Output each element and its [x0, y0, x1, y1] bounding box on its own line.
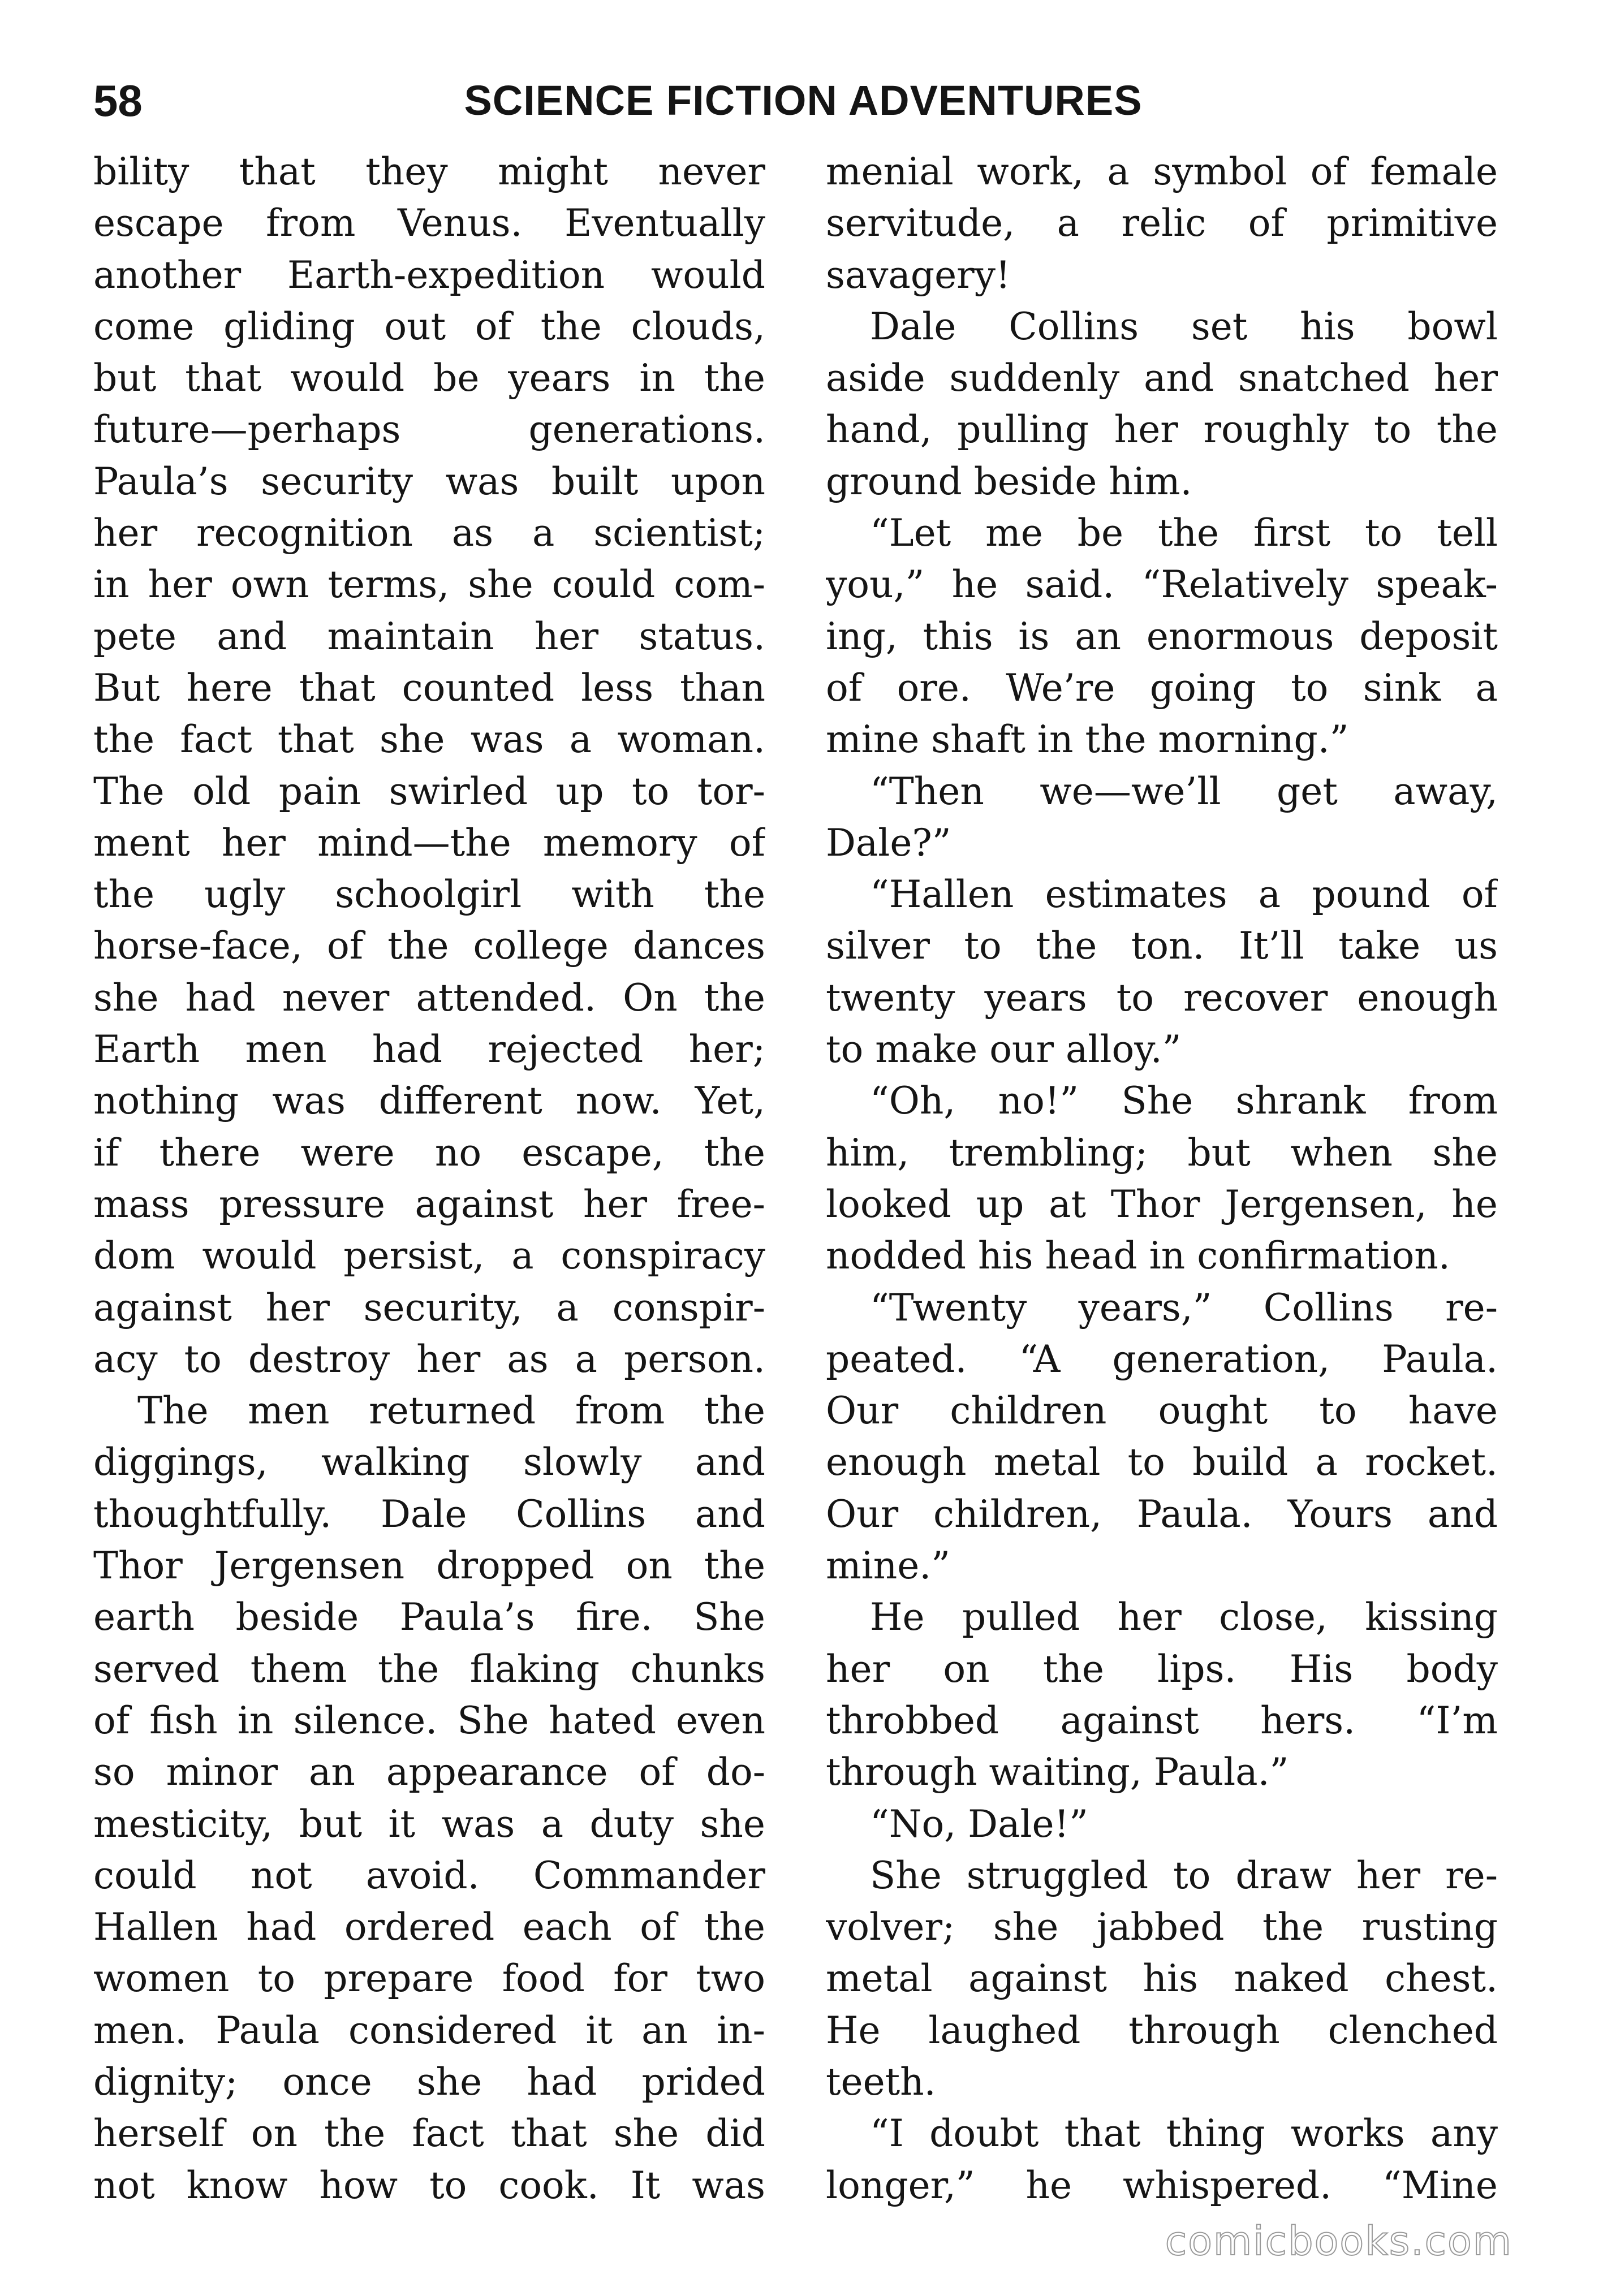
text-line: but that would be years in the	[93, 356, 765, 400]
text-line: the fact that she was a woman.	[93, 718, 765, 762]
text-line: herself on the fact that she did	[93, 2112, 765, 2156]
text-line: “Then we—we’ll get away,	[870, 769, 1498, 813]
text-line: nodded his head in confirmation.	[826, 1234, 1450, 1278]
text-line: hand, pulling her roughly to the	[826, 408, 1498, 452]
text-line: “No, Dale!”	[870, 1802, 1088, 1846]
text-line: mass pressure against her free-	[93, 1182, 765, 1226]
text-line: acy to destroy her as a person.	[93, 1337, 765, 1381]
text-line: But here that counted less than	[93, 666, 765, 710]
text-line: “I doubt that thing works any	[870, 2112, 1498, 2156]
text-line: another Earth-expedition would	[93, 253, 765, 297]
text-line: could not avoid. Commander	[93, 1853, 765, 1897]
text-line: “Oh, no!” She shrank from	[870, 1079, 1498, 1123]
text-line: nothing was different now. Yet,	[93, 1079, 765, 1123]
text-line: of fish in silence. She hated even	[93, 1698, 765, 1742]
text-line: She struggled to draw her re-	[870, 1853, 1498, 1897]
text-line: ment her mind—the memory of	[93, 821, 765, 865]
text-line: escape from Venus. Eventually	[93, 201, 765, 245]
text-line: if there were no escape, the	[93, 1130, 765, 1175]
text-line: The old pain swirled up to tor-	[93, 769, 765, 813]
text-line: Our children ought to have	[826, 1389, 1498, 1433]
text-line: longer,” he whispered. “Mine	[826, 2163, 1498, 2207]
text-line: ing, this is an enormous deposit	[826, 614, 1498, 658]
watermark: comicbooks.com	[1165, 2218, 1512, 2264]
text-line: ground beside him.	[826, 459, 1192, 503]
text-line: dignity; once she had prided	[93, 2060, 765, 2104]
text-line: come gliding out of the clouds,	[93, 304, 765, 348]
text-line: of ore. We’re going to sink a	[826, 666, 1498, 710]
text-line: thoughtfully. Dale Collins and	[93, 1492, 765, 1536]
text-line: Dale Collins set his bowl	[870, 304, 1498, 348]
text-line: Paula’s security was built upon	[93, 459, 765, 503]
text-line: The men returned from the	[137, 1389, 765, 1433]
text-line: she had never attended. On the	[93, 976, 765, 1020]
text-line: bility that they might never	[93, 150, 765, 193]
text-line: teeth.	[826, 2060, 936, 2104]
text-line: served them the flaking chunks	[93, 1647, 765, 1691]
text-line: Dale?”	[826, 821, 951, 865]
text-line: her recognition as a scientist;	[93, 511, 765, 555]
page-number: 58	[93, 76, 143, 126]
text-line: Our children, Paula. Yours and	[826, 1492, 1498, 1536]
text-line: Hallen had ordered each of the	[93, 1905, 765, 1949]
text-line: horse-face, of the college dances	[93, 924, 765, 968]
text-line: the ugly schoolgirl with the	[93, 873, 765, 917]
text-line: mesticity, but it was a duty she	[93, 1802, 765, 1846]
text-line: so minor an appearance of do-	[93, 1750, 765, 1794]
text-line: earth beside Paula’s fire. She	[93, 1595, 765, 1639]
left-column	[93, 146, 765, 2211]
text-line: enough metal to build a rocket.	[826, 1440, 1498, 1484]
text-line: He laughed through clenched	[826, 2008, 1498, 2052]
text-line: looked up at Thor Jergensen, he	[826, 1182, 1498, 1226]
text-line: him, trembling; but when she	[826, 1130, 1498, 1175]
text-line: pete and maintain her status.	[93, 614, 765, 658]
page-header	[93, 72, 1513, 135]
text-line: through waiting, Paula.”	[826, 1750, 1289, 1794]
text-line: men. Paula considered it an in-	[93, 2008, 765, 2052]
text-line: mine shaft in the morning.”	[826, 718, 1349, 762]
text-line: aside suddenly and snatched her	[826, 356, 1498, 400]
text-line: “Twenty years,” Collins re-	[870, 1285, 1498, 1330]
text-line: servitude, a relic of primitive	[826, 201, 1498, 245]
text-line: not know how to cook. It was	[93, 2163, 765, 2207]
text-line: Thor Jergensen dropped on the	[93, 1544, 765, 1588]
text-line: future—perhaps generations.	[93, 408, 765, 452]
text-line: metal against his naked chest.	[826, 1957, 1498, 2001]
text-line: throbbed against hers. “I’m	[826, 1698, 1498, 1742]
text-line: against her security, a conspir-	[93, 1285, 765, 1330]
text-line: women to prepare food for two	[93, 1957, 765, 2001]
text-line: her on the lips. His body	[826, 1647, 1498, 1691]
text-line: menial work, a symbol of female	[826, 150, 1498, 193]
text-line: to make our alloy.”	[826, 1028, 1182, 1072]
text-line: silver to the ton. It’ll take us	[826, 924, 1498, 968]
text-line: twenty years to recover enough	[826, 976, 1498, 1020]
text-line: peated. “A generation, Paula.	[826, 1337, 1498, 1381]
right-column	[826, 146, 1498, 2211]
text-line: dom would persist, a conspiracy	[93, 1234, 765, 1278]
text-line: volver; she jabbed the rusting	[826, 1905, 1498, 1949]
running-head: SCIENCE FICTION ADVENTURES	[464, 77, 1143, 124]
text-line: savagery!	[826, 253, 1011, 297]
text-line: mine.”	[826, 1544, 950, 1588]
text-line: diggings, walking slowly and	[93, 1440, 765, 1484]
text-line: “Hallen estimates a pound of	[870, 873, 1498, 917]
text-line: you,” he said. “Relatively speak-	[826, 563, 1498, 607]
text-line: “Let me be the first to tell	[870, 511, 1498, 555]
text-line: in her own terms, she could com-	[93, 563, 765, 607]
text-line: Earth men had rejected her;	[93, 1028, 765, 1072]
text-line: He pulled her close, kissing	[870, 1595, 1498, 1639]
